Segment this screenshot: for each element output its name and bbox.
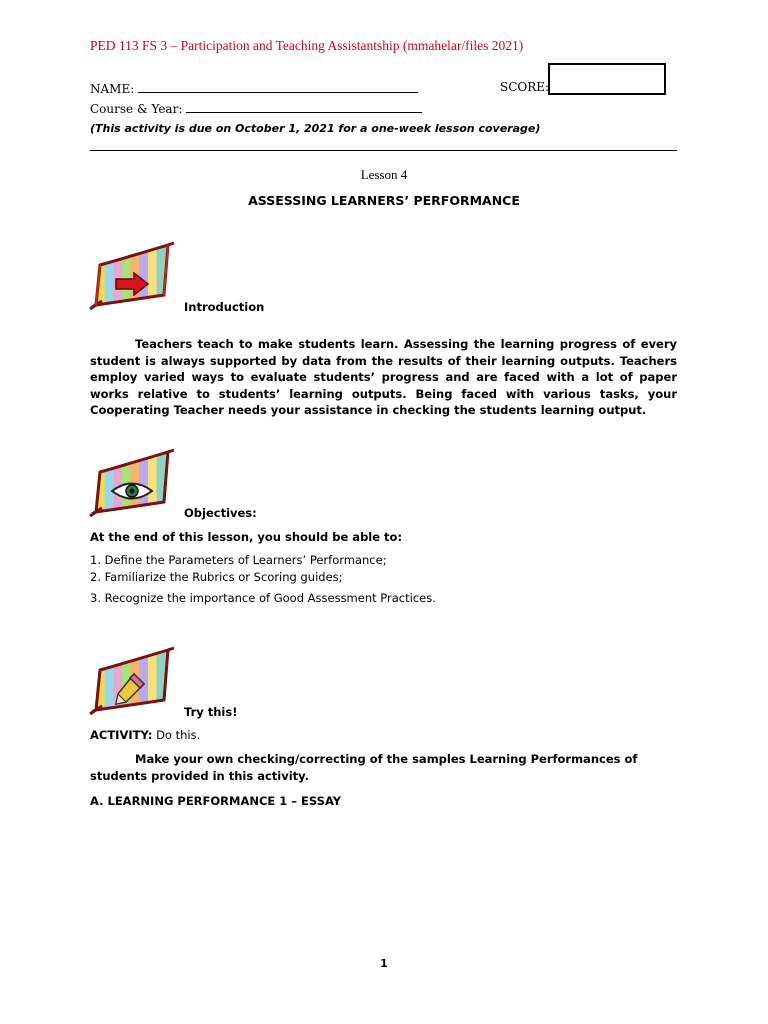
due-note: (This activity is due on October 1, 2021 for a one-week lesson coverage) <box>90 122 541 135</box>
learning-performance-heading: A. LEARNING PERFORMANCE 1 – ESSAY <box>90 794 342 808</box>
course-label: Course & Year: <box>90 102 183 116</box>
course-row <box>90 100 422 116</box>
activity-line <box>90 728 200 742</box>
objective-item-2: 2. Familiarize the Rubrics or Scoring guides; <box>90 570 343 584</box>
objectives-label: Objectives: <box>184 506 257 520</box>
lesson-title: ASSESSING LEARNERS’ PERFORMANCE <box>248 193 520 208</box>
page-number: 1 <box>380 957 388 970</box>
objective-item-3: 3. Recognize the importance of Good Assessment Practices. <box>90 591 436 605</box>
lesson-number: Lesson 4 <box>360 167 408 182</box>
divider-line <box>90 150 677 151</box>
objectives-lead: At the end of this lesson, you should be able to: <box>90 530 403 544</box>
name-label: NAME: <box>90 82 135 96</box>
pencil-icon <box>114 672 146 706</box>
arrow-right-icon <box>114 272 150 296</box>
try-this-label: Try this! <box>184 705 238 719</box>
introduction-label: Introduction <box>184 300 265 314</box>
course-field[interactable] <box>186 100 422 113</box>
document-header: PED 113 FS 3 – Participation and Teaching Assistantship (mmahelar/files 2021) <box>90 38 524 53</box>
score-box[interactable] <box>548 63 666 95</box>
eye-icon <box>110 480 154 502</box>
activity-label: ACTIVITY: <box>90 728 153 742</box>
name-field[interactable] <box>138 80 418 93</box>
activity-instruction: Make your own checking/correcting of the samples Learning Performances of students provided in this activity. <box>90 752 638 783</box>
objective-item-1: 1. Define the Parameters of Learners’ Performance; <box>90 553 387 567</box>
name-row <box>90 80 418 96</box>
introduction-paragraph: Teachers teach to make students learn. Assessing the learning progress of every student is always supported by data from the results of their learning outputs. Teachers employ varied ways to evaluate students’ progress and are faced with a lot of paper works relative to students’ learning outputs. Being faced with various tasks, your Cooperating Teacher needs your assistance in checking the students learning output. <box>90 337 677 417</box>
score-label: SCORE: <box>500 80 550 94</box>
activity-text: Do this. <box>156 728 201 742</box>
